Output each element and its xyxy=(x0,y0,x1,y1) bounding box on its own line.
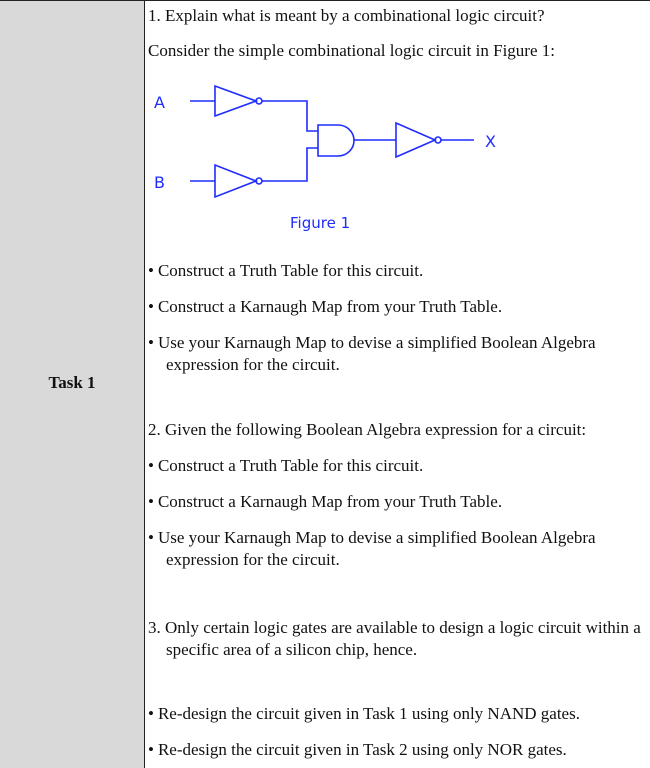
q1-bullet-karnaugh: • Construct a Karnaugh Map from your Truth Table. xyxy=(148,296,502,317)
input-b-label: B xyxy=(154,173,165,192)
question-3-cont: specific area of a silicon chip, hence. xyxy=(166,640,418,659)
q3-bullet-nor: • Re-design the circuit given in Task 2 using only NOR gates. xyxy=(148,739,567,760)
question-1: 1. Explain what is meant by a combinational logic circuit? xyxy=(148,6,545,25)
question-1-intro: Consider the simple combinational logic circuit in Figure 1: xyxy=(148,41,555,60)
question-3: 3. Only certain logic gates are available to design a logic circuit within a xyxy=(148,618,641,637)
logic-circuit-figure xyxy=(148,83,528,243)
q3-bullet-nand: • Re-design the circuit given in Task 1 using only NAND gates. xyxy=(148,703,580,724)
q2-bullet-karnaugh: • Construct a Karnaugh Map from your Truth Table. xyxy=(148,491,502,512)
output-x-label: X xyxy=(485,132,496,151)
input-a-label: A xyxy=(154,93,165,112)
not-gate-b xyxy=(215,165,256,197)
not-gate-out xyxy=(396,123,435,157)
q2-bullet-simplify: • Use your Karnaugh Map to devise a simplified Boolean Algebra xyxy=(148,527,596,548)
question-2: 2. Given the following Boolean Algebra expression for a circuit: xyxy=(148,420,587,439)
and-gate xyxy=(318,125,354,156)
q1-bullet-simplify: • Use your Karnaugh Map to devise a simplified Boolean Algebra xyxy=(148,332,596,353)
task-label-cell xyxy=(0,1,145,768)
task-label: Task 1 xyxy=(48,373,96,392)
q1-bullet-truth-table: • Construct a Truth Table for this circuit. xyxy=(148,260,423,281)
figure-caption: Figure 1 xyxy=(290,214,351,232)
q2-bullet-simplify-cont: expression for the circuit. xyxy=(166,550,340,569)
q1-bullet-simplify-cont: expression for the circuit. xyxy=(166,355,340,374)
not-gate-a xyxy=(215,86,256,116)
task-content-cell xyxy=(148,1,646,768)
wire-a-to-and xyxy=(262,101,318,131)
wire-b-to-and xyxy=(262,148,318,181)
q2-bullet-truth-table: • Construct a Truth Table for this circuit. xyxy=(148,455,423,476)
